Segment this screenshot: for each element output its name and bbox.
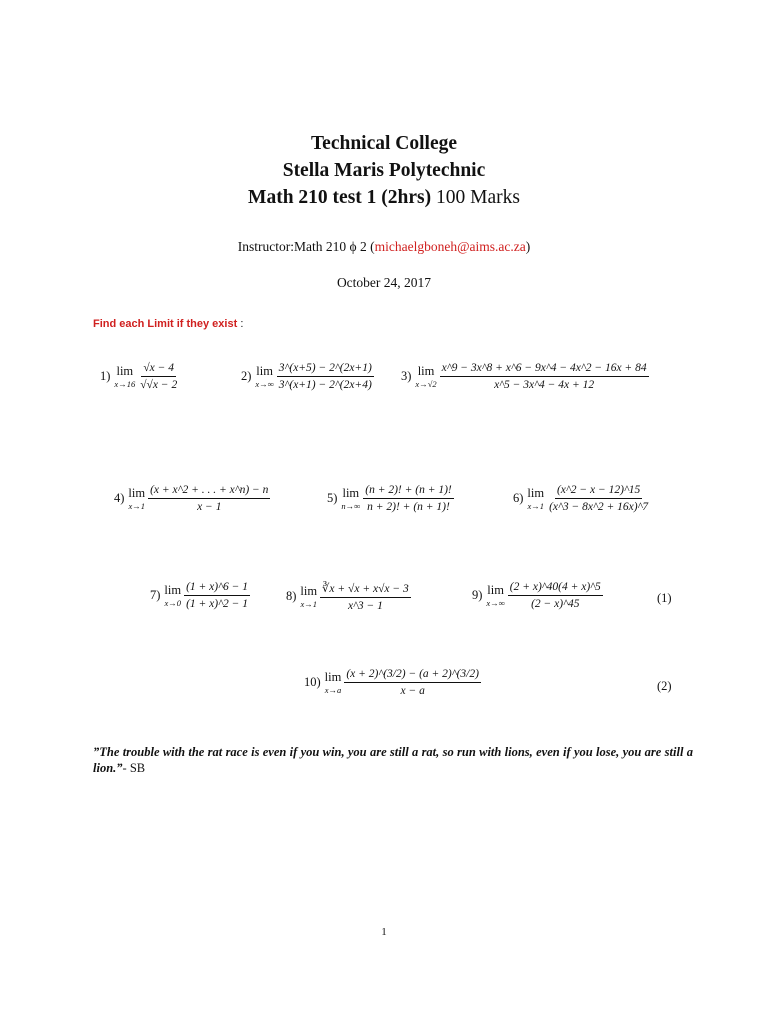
problem-9 [472,581,603,610]
limit-subscript: n→∞ [341,500,361,511]
title-line-3 [0,185,768,211]
instruction-text: Find each Limit if they exist [93,318,238,330]
denominator: 3^(x+1) − 2^(2x+4) [278,379,372,391]
equation-number-1: (1) [657,591,672,605]
instructor-line [0,239,768,255]
denominator: x − a [400,685,425,697]
limit-subscript: x→∞ [486,597,505,608]
numerator: (2 + x)^40(4 + x)^5 [508,581,603,596]
problem-3 [401,362,649,391]
problem-8 [286,581,411,612]
problem-number: 1) [100,369,111,383]
fraction [440,362,649,391]
page-number: 1 [381,926,387,938]
denominator: x − 1 [197,501,222,513]
limit-operator: lim x→a [324,670,342,695]
fraction [277,362,374,391]
quote-signature: - SB [122,761,146,775]
problem-number: 10) [304,675,321,689]
instructor-email[interactable]: michaelgboneh@aims.ac.za [374,239,526,254]
fraction [344,668,481,697]
quote [93,744,693,776]
limit-subscript: x→√2 [415,378,437,389]
title-line-1: Technical College [310,133,458,154]
date: October 24, 2017 [336,275,432,290]
denominator: (2 − x)^45 [531,598,580,610]
fraction [363,484,454,513]
denominator: √√x − 2 [140,379,178,391]
title-line-2: Stella Maris Polytechnic [282,160,486,181]
problem-number: 9) [472,588,483,602]
limit-operator: lim n→∞ [341,486,361,511]
problem-number: 4) [114,491,125,505]
fraction [320,581,411,612]
limit-subscript: x→∞ [255,378,274,389]
fraction [138,362,179,391]
numerator: (x + 2)^(3/2) − (a + 2)^(3/2) [344,668,481,683]
quote-text: ”The trouble with the rat race is even if you win, you are still a rat, so run with lions, even if you lose, you are still a lion.” [93,745,693,775]
numerator: x^9 − 3x^8 + x^6 − 9x^4 − 4x^2 − 16x + 84 [440,362,649,377]
denominator: x^5 − 3x^4 − 4x + 12 [494,379,595,391]
problem-number: 2) [241,369,252,383]
denominator: (x^3 − 8x^2 + 16x)^7 [549,501,649,513]
problem-number: 8) [286,589,297,603]
limit-subscript: x→1 [128,500,146,511]
numerator: (1 + x)^6 − 1 [184,581,250,596]
limit-operator: lim x→1 [128,486,146,511]
problem-7 [150,581,250,610]
limit-operator: lim x→∞ [486,583,505,608]
instruction-colon: : [240,318,244,330]
problem-10 [304,668,481,697]
limit-operator: lim x→0 [164,583,182,608]
numerator: √x − 4 [141,362,176,377]
problem-number: 5) [327,491,338,505]
problem-number: 6) [513,491,524,505]
fraction [184,581,250,610]
numerator: (x^2 − x − 12)^15 [555,484,642,499]
numerator: ∛x + √x + x√x − 3 [320,581,411,598]
denominator: (1 + x)^2 − 1 [186,598,248,610]
instruction [93,318,243,330]
fraction [547,484,650,513]
denominator: n + 2)! + (n + 1)! [367,501,450,513]
problem-6 [513,484,650,513]
denominator: x^3 − 1 [347,600,383,612]
numerator: (n + 2)! + (n + 1)! [363,484,454,499]
fraction [148,484,270,513]
limit-subscript: x→0 [164,597,182,608]
course-test-label: Math 210 test 1 (2hrs) [248,187,432,208]
limit-subscript: x→a [324,684,342,695]
numerator: 3^(x+5) − 2^(2x+1) [277,362,374,377]
limit-operator: lim x→1 [300,584,318,609]
instructor-suffix: ) [525,239,531,254]
problem-number: 3) [401,369,412,383]
problem-1 [100,362,179,391]
limit-operator: lim x→1 [527,486,545,511]
problem-number: 7) [150,588,161,602]
equation-number-2: (2) [657,679,672,693]
limit-operator: lim x→√2 [415,364,437,389]
problem-5 [327,484,454,513]
limit-subscript: x→16 [114,378,136,389]
problem-4 [114,484,270,513]
limit-subscript: x→1 [527,500,545,511]
limit-operator: lim x→16 [114,364,136,389]
limit-subscript: x→1 [300,598,318,609]
marks-label: 100 Marks [435,187,520,208]
instructor-prefix: Instructor:Math 210 ϕ 2 ( [237,239,375,254]
limit-operator: lim x→∞ [255,364,274,389]
numerator: (x + x^2 + . . . + x^n) − n [148,484,270,499]
problem-2 [241,362,374,391]
fraction [508,581,603,610]
